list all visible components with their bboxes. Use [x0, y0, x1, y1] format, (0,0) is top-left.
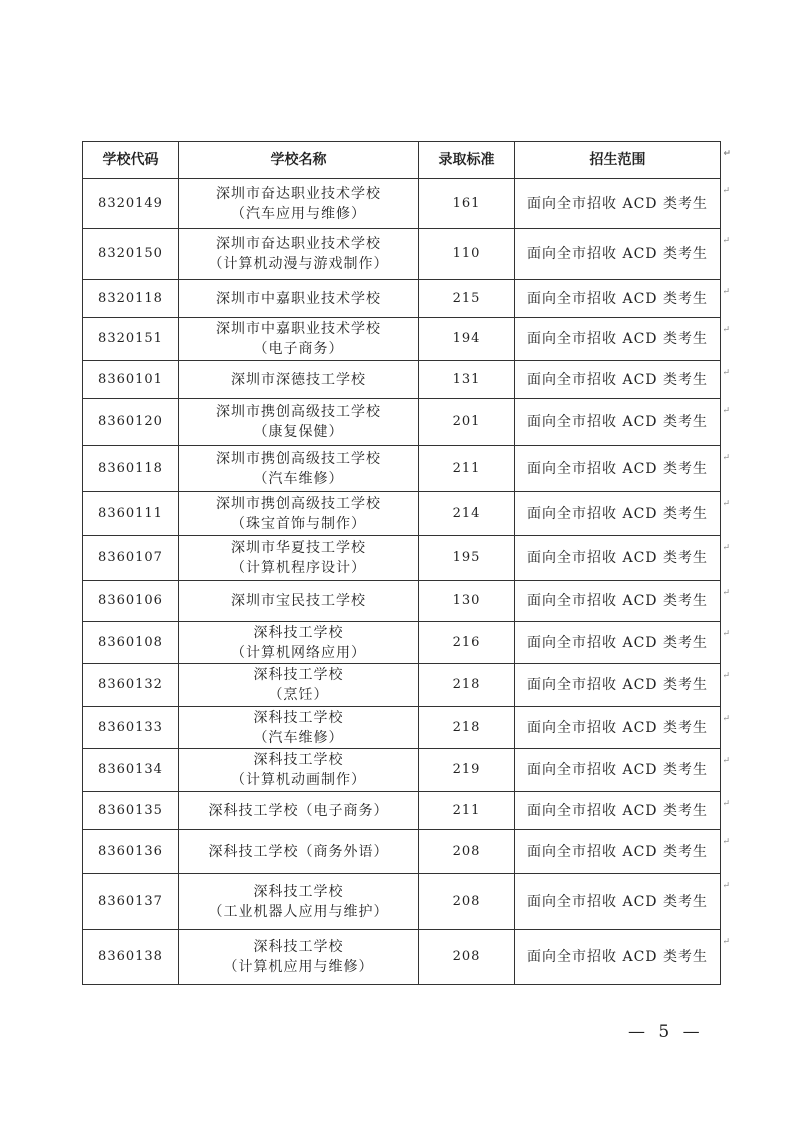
header-admission-score: 录取标准 — [419, 142, 515, 179]
table-row — [83, 664, 721, 707]
admission-score: 208 — [419, 874, 515, 930]
header-enrollment-range: 招生范围 ↵ — [515, 142, 721, 179]
admission-score: 208 — [419, 930, 515, 985]
school-code: 8320149 — [83, 179, 179, 229]
school-code: 8360136 — [83, 830, 179, 874]
enrollment-range: 面向全市招收 ACD 类考生 ↵ — [515, 792, 721, 830]
admission-score: 208 — [419, 830, 515, 874]
school-major: （计算机动漫与游戏制作） — [208, 256, 389, 272]
school-major: （珠宝首饰与制作） — [231, 515, 366, 532]
school-major: （康复保健） — [253, 424, 344, 440]
school-name: 深圳市中嘉职业技术学校 — [216, 321, 381, 337]
school-code: 8360118 — [83, 446, 179, 492]
school-code: 8360108 — [83, 622, 179, 664]
school-code: 8360137 — [83, 874, 179, 930]
enrollment-range: 面向全市招收 ACD 类考生 ↵ — [515, 707, 721, 749]
school-name-cell — [179, 581, 419, 622]
admission-score: 219 — [419, 749, 515, 792]
table-row — [83, 536, 721, 581]
school-name-cell — [179, 792, 419, 830]
table-row — [83, 280, 721, 318]
school-name: 深圳市携创高级技工学校 — [216, 404, 381, 420]
school-name-cell — [179, 707, 419, 749]
school-name-cell — [179, 664, 419, 707]
table-row — [83, 318, 721, 361]
table-row — [83, 830, 721, 874]
school-name-cell — [179, 318, 419, 361]
enrollment-range: 面向全市招收 ACD 类考生 ↵ — [515, 536, 721, 581]
school-code: 8360134 — [83, 749, 179, 792]
school-major: （汽车应用与维修） — [231, 205, 366, 222]
admission-score: 211 — [419, 792, 515, 830]
admission-score: 215 — [419, 280, 515, 318]
admission-score: 218 — [419, 707, 515, 749]
enrollment-range: 面向全市招收 ACD 类考生 ↵ — [515, 280, 721, 318]
enrollment-range: 面向全市招收 ACD 类考生 ↵ — [515, 664, 721, 707]
school-name-cell — [179, 399, 419, 446]
school-code: 8360107 — [83, 536, 179, 581]
school-major: （计算机程序设计） — [231, 560, 366, 576]
enrollment-range: 面向全市招收 ACD 类考生 ↵ — [515, 830, 721, 874]
school-code: 8360101 — [83, 361, 179, 399]
school-name-cell — [179, 280, 419, 318]
enrollment-range: 面向全市招收 ACD 类考生 ↵ — [515, 581, 721, 622]
admission-score: 201 — [419, 399, 515, 446]
enrollment-range: 面向全市招收 ACD 类考生 ↵ — [515, 446, 721, 492]
table-row — [83, 622, 721, 664]
table-row — [83, 792, 721, 830]
school-name: 深科技工学校 — [253, 752, 344, 768]
table-row — [83, 179, 721, 229]
school-code: 8360135 — [83, 792, 179, 830]
school-name-cell — [179, 749, 419, 792]
page-number: — 5 — — [628, 1022, 704, 1042]
school-name-cell — [179, 830, 419, 874]
table-row — [83, 229, 721, 280]
admission-score: 214 — [419, 492, 515, 536]
admission-score: 211 — [419, 446, 515, 492]
enrollment-range: 面向全市招收 ACD 类考生 ↵ — [515, 229, 721, 280]
admission-score: 161 — [419, 179, 515, 229]
table-row — [83, 581, 721, 622]
school-name-cell — [179, 874, 419, 930]
school-name: 深圳市深德技工学校 — [231, 371, 366, 388]
school-name: 深科技工学校 — [253, 883, 344, 900]
school-code: 8360138 — [83, 930, 179, 985]
school-name: 深圳市奋达职业技术学校 — [216, 236, 381, 252]
school-name-cell — [179, 492, 419, 536]
school-code: 8360120 — [83, 399, 179, 446]
school-major: （工业机器人应用与维护） — [208, 903, 389, 920]
school-code: 8320118 — [83, 280, 179, 318]
admission-table — [82, 141, 721, 985]
enrollment-range: 面向全市招收 ACD 类考生 ↵ — [515, 930, 721, 985]
school-code: 8360106 — [83, 581, 179, 622]
enrollment-range: 面向全市招收 ACD 类考生 ↵ — [515, 399, 721, 446]
school-code: 8360111 — [83, 492, 179, 536]
school-major: （电子商务） — [253, 341, 344, 357]
table-row — [83, 492, 721, 536]
admission-score: 218 — [419, 664, 515, 707]
school-major: （计算机应用与维修） — [223, 959, 374, 975]
table-row — [83, 930, 721, 985]
school-code: 8320150 — [83, 229, 179, 280]
school-name: 深科技工学校（商务外语） — [208, 843, 389, 860]
enrollment-range: 面向全市招收 ACD 类考生 ↵ — [515, 318, 721, 361]
school-name-cell — [179, 536, 419, 581]
enrollment-range: 面向全市招收 ACD 类考生 ↵ — [515, 622, 721, 664]
school-name: 深科技工学校 — [253, 624, 344, 641]
school-name-cell — [179, 446, 419, 492]
school-major: （计算机动画制作） — [231, 772, 366, 788]
school-major: （计算机网络应用） — [231, 644, 366, 661]
table-header-row — [83, 142, 721, 179]
school-name: 深圳市中嘉职业技术学校 — [216, 290, 381, 307]
header-school-name: 学校名称 — [179, 142, 419, 179]
school-name: 深科技工学校（电子商务） — [208, 802, 389, 819]
school-name: 深科技工学校 — [253, 667, 344, 683]
school-name: 深科技工学校 — [253, 939, 344, 955]
school-code: 8360132 — [83, 664, 179, 707]
school-name-cell — [179, 229, 419, 280]
header-school-code: 学校代码 — [83, 142, 179, 179]
admission-score: 195 — [419, 536, 515, 581]
school-name-cell — [179, 622, 419, 664]
admission-score: 110 — [419, 229, 515, 280]
enrollment-range: 面向全市招收 ACD 类考生 ↵ — [515, 749, 721, 792]
admission-score: 131 — [419, 361, 515, 399]
table-row — [83, 874, 721, 930]
table-row — [83, 361, 721, 399]
table-row — [83, 707, 721, 749]
admission-score: 216 — [419, 622, 515, 664]
school-name: 深圳市华夏技工学校 — [231, 540, 366, 556]
enrollment-range: 面向全市招收 ACD 类考生 ↵ — [515, 361, 721, 399]
admission-score: 194 — [419, 318, 515, 361]
table-row — [83, 749, 721, 792]
school-major: （汽车维修） — [253, 729, 344, 746]
table-row — [83, 399, 721, 446]
school-code: 8320151 — [83, 318, 179, 361]
school-code: 8360133 — [83, 707, 179, 749]
school-name-cell — [179, 361, 419, 399]
school-name: 深圳市奋达职业技术学校 — [216, 185, 381, 202]
school-name-cell — [179, 179, 419, 229]
school-name: 深圳市宝民技工学校 — [231, 593, 366, 609]
school-name: 深圳市携创高级技工学校 — [216, 495, 381, 512]
school-major: （汽车维修） — [253, 470, 344, 487]
school-major: （烹饪） — [268, 687, 329, 703]
table-row — [83, 446, 721, 492]
enrollment-range: 面向全市招收 ACD 类考生 ↵ — [515, 874, 721, 930]
enrollment-range: 面向全市招收 ACD 类考生 ↵ — [515, 492, 721, 536]
admission-score: 130 — [419, 581, 515, 622]
school-name: 深圳市携创高级技工学校 — [216, 450, 381, 467]
enrollment-range: 面向全市招收 ACD 类考生 ↵ — [515, 179, 721, 229]
school-name-cell — [179, 930, 419, 985]
school-name: 深科技工学校 — [253, 709, 344, 726]
